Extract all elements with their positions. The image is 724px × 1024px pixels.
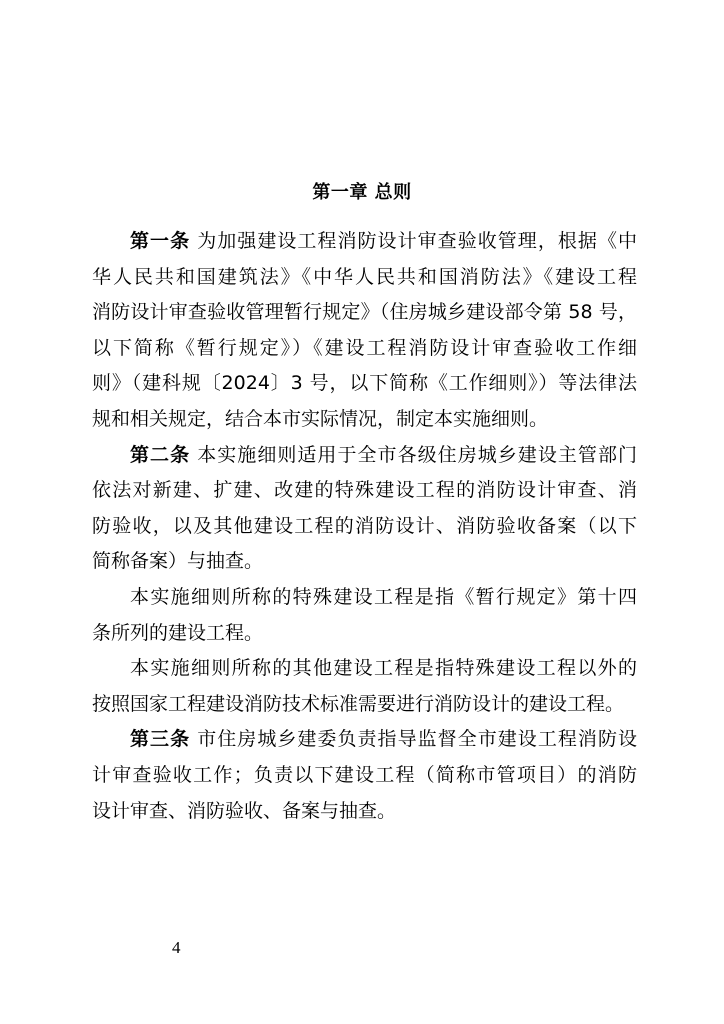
article-2-text-1: 本实施细则适用于全市各级住房城乡建设主管部门 [190, 443, 637, 466]
chapter-title: 第一章 总则 [312, 182, 412, 203]
paragraph-other-line-2: 按照国家工程建设消防技术标准需要进行消防设计的建设工程。 [92, 692, 625, 715]
article-1-text-1: 为加强建设工程消防设计审查验收管理，根据《中 [190, 230, 637, 252]
article-3-line-2: 计审查验收工作；负责以下建设工程（简称市管项目）的消防 [92, 763, 637, 786]
article-2-line-2: 依法对新建、扩建、改建的特殊建设工程的消防设计审查、消 [92, 479, 637, 502]
paragraph-other-line-1: 本实施细则所称的其他建设工程是指特殊建设工程以外的 [130, 657, 637, 680]
article-3-line-1 [92, 722, 637, 758]
article-3-text-1: 市住房城乡建委负责指导监督全市建设工程消防设 [190, 728, 637, 751]
article-1-line-4: 以下简称《暂行规定》）《建设工程消防设计审查验收工作细 [92, 336, 637, 359]
article-2-line-1 [92, 438, 637, 474]
article-1-line-5: 则》（建科规〔2024〕3 号，以下简称《工作细则》）等法律法 [92, 372, 637, 395]
article-1-line-2: 华人民共和国建筑法》《中华人民共和国消防法》《建设工程 [92, 265, 637, 288]
article-2-line-3: 防验收，以及其他建设工程的消防设计、消防验收备案（以下 [92, 514, 637, 537]
page-number: 4 [172, 938, 181, 957]
paragraph-special-line-2: 条所列的建设工程。 [92, 621, 264, 644]
paragraph-special-line-1: 本实施细则所称的特殊建设工程是指《暂行规定》第十四 [130, 585, 637, 608]
article-3-label: 第三条 [130, 728, 191, 751]
article-1-line-1 [92, 224, 637, 260]
article-2-label: 第二条 [130, 443, 191, 466]
article-1-label: 第一条 [130, 230, 191, 252]
article-1-line-3: 消防设计审查验收管理暂行规定》（住房城乡建设部令第 58 号， [92, 301, 637, 324]
document-body [92, 224, 637, 829]
article-2-line-4: 简称备案）与抽查。 [92, 550, 264, 573]
article-3-line-3: 设计审查、消防验收、备案与抽查。 [92, 799, 397, 822]
article-1-line-6: 规和相关规定，结合本市实际情况，制定本实施细则。 [92, 407, 549, 430]
